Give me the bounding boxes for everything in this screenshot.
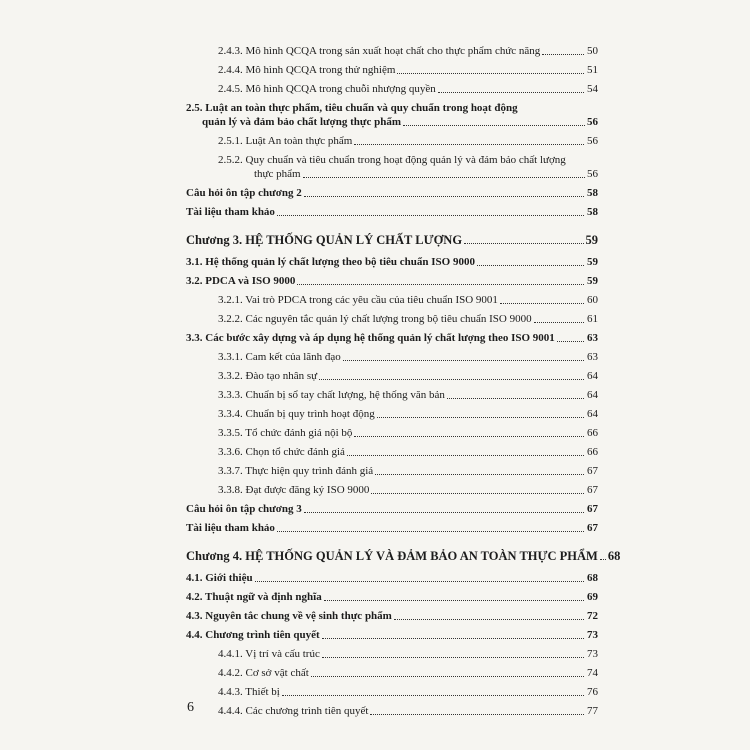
- toc-page-number: 58: [587, 187, 598, 199]
- chapter-title: Chương 3. HỆ THỐNG QUẢN LÝ CHẤT LƯỢNG: [186, 233, 463, 247]
- toc-entry-text: 3.2. PDCA và ISO 9000: [186, 275, 296, 287]
- toc-row-2-5-2: [186, 153, 598, 181]
- leader-dots: [297, 284, 584, 285]
- toc-entry-text: 2.4.3. Mô hình QCQA trong sản xuất hoạt chất cho thực phẩm chức năng: [218, 45, 541, 57]
- leader-dots: [447, 398, 584, 399]
- toc-page-number: 59: [587, 256, 598, 268]
- toc-section-2-5: [186, 101, 598, 129]
- toc-page-number: 67: [587, 484, 598, 496]
- toc-entry-text: 4.3. Nguyên tắc chung về vệ sinh thực phẩm: [186, 610, 392, 622]
- toc-page-number: 63: [587, 351, 598, 363]
- leader-dots: [370, 714, 584, 715]
- leader-dots: [322, 657, 584, 658]
- toc-page-number: 56: [587, 168, 598, 180]
- toc-row: [186, 609, 598, 623]
- chapter-4-entries: [186, 571, 598, 718]
- toc-page-number: 74: [587, 667, 598, 679]
- toc-entry-text: 4.4.2. Cơ sở vật chất: [218, 667, 309, 679]
- leader-dots: [324, 600, 584, 601]
- toc-page-number: 67: [587, 522, 598, 534]
- toc-page-number: 67: [587, 465, 598, 477]
- leader-dots: [377, 417, 584, 418]
- leader-dots: [403, 125, 585, 126]
- toc-page-number: 59: [585, 233, 598, 247]
- toc-page-number: 72: [587, 610, 598, 622]
- toc-page-number: 61: [587, 313, 598, 325]
- toc-page-number: 64: [587, 389, 598, 401]
- toc-row: [186, 331, 598, 345]
- chapter-3-entries: [186, 255, 598, 535]
- leader-dots: [500, 303, 584, 304]
- toc-row: [186, 647, 598, 661]
- toc-entry-text: 4.4. Chương trình tiên quyết: [186, 629, 320, 641]
- toc-row: [186, 312, 598, 326]
- leader-dots: [542, 54, 584, 55]
- toc-entry-text-continued: quản lý và đảm bảo chất lượng thực phẩm: [202, 116, 401, 128]
- leader-dots: [354, 436, 584, 437]
- toc-entry-text: Tài liệu tham khảo: [186, 522, 275, 534]
- toc-entry-text: 3.3.6. Chọn tổ chức đánh giá: [218, 446, 345, 458]
- toc-row: [186, 63, 598, 77]
- toc-entry-text: Tài liệu tham khảo: [186, 206, 275, 218]
- leader-dots: [394, 619, 584, 620]
- toc-row: [186, 628, 598, 642]
- toc-entry-text: 3.3.1. Cam kết của lãnh đạo: [218, 351, 341, 363]
- toc-row: [186, 255, 598, 269]
- toc-page-number: 54: [587, 83, 598, 95]
- toc-row: [186, 407, 598, 421]
- toc-page-number: 77: [587, 705, 598, 717]
- leader-dots: [319, 379, 584, 380]
- leader-dots: [255, 581, 584, 582]
- toc-row: [186, 388, 598, 402]
- toc-page-number: 67: [587, 503, 598, 515]
- toc-entry-text: 3.1. Hệ thống quản lý chất lượng theo bộ tiêu chuẩn ISO 9000: [186, 256, 475, 268]
- toc-entry-text: 3.3.5. Tổ chức đánh giá nội bộ: [218, 427, 353, 439]
- toc-entry-text: 4.4.1. Vị trí và cấu trúc: [218, 648, 320, 660]
- toc-page-number: 66: [587, 446, 598, 458]
- leader-dots: [311, 676, 584, 677]
- toc-entry-text: 3.3.3. Chuẩn bị sổ tay chất lượng, hệ thống văn bản: [218, 389, 445, 401]
- toc-row: [186, 82, 598, 96]
- toc-row: [186, 293, 598, 307]
- toc-page-number: 69: [587, 591, 598, 603]
- toc-page-number: 68: [607, 549, 621, 563]
- toc-page-number: 66: [587, 427, 598, 439]
- leader-dots: [371, 493, 584, 494]
- leader-dots: [343, 360, 584, 361]
- leader-dots: [600, 559, 606, 560]
- toc-page-number: 56: [587, 116, 598, 128]
- toc-page-number: 64: [587, 370, 598, 382]
- toc-entry-text: 3.3.8. Đạt được đăng ký ISO 9000: [218, 484, 370, 496]
- leader-dots: [282, 695, 584, 696]
- toc-entry-text: 3.2.1. Vai trò PDCA trong các yêu cầu của tiêu chuẩn ISO 9001: [218, 294, 498, 306]
- toc-row: [186, 502, 598, 516]
- toc-page-number: 59: [587, 275, 598, 287]
- toc-entry-text: 3.3.2. Đào tạo nhân sự: [218, 370, 318, 382]
- toc-row: [186, 666, 598, 680]
- toc-entry-text: 3.3.7. Thực hiện quy trình đánh giá: [218, 465, 374, 477]
- toc-entry-text: 3.2.2. Các nguyên tắc quản lý chất lượng trong bộ tiêu chuẩn ISO 9000: [218, 313, 532, 325]
- toc-entry-text: 3.3. Các bước xây dựng và áp dụng hệ thống quản lý chất lượng theo ISO 9001: [186, 332, 555, 344]
- leader-dots: [277, 215, 584, 216]
- toc-row: [186, 590, 598, 604]
- table-of-contents: [186, 44, 621, 723]
- toc-row: [186, 350, 598, 364]
- toc-row: [186, 44, 598, 58]
- toc-entry-text: 4.1. Giới thiệu: [186, 572, 253, 584]
- toc-row: [186, 134, 598, 148]
- leader-dots: [354, 144, 584, 145]
- chapter-title: Chương 4. HỆ THỐNG QUẢN LÝ VÀ ĐẢM BẢO AN TOÀN THỰC PHẨM: [186, 549, 598, 563]
- toc-entry-text: 2.5. Luật an toàn thực phẩm, tiêu chuẩn và quy chuẩn trong hoạt động: [186, 102, 518, 114]
- toc-entry-text: 2.5.1. Luật An toàn thực phẩm: [218, 135, 353, 147]
- toc-page-number: 64: [587, 408, 598, 420]
- toc-entry-text: 2.4.5. Mô hình QCQA trong chuỗi nhượng quyền: [218, 83, 436, 95]
- toc-row: [186, 464, 598, 478]
- leader-dots: [375, 474, 584, 475]
- toc-row: [186, 369, 598, 383]
- leader-dots: [322, 638, 584, 639]
- leader-dots: [277, 531, 584, 532]
- toc-page-number: 58: [587, 206, 598, 218]
- toc-row: [186, 483, 598, 497]
- leader-dots: [534, 322, 584, 323]
- toc-row: [186, 274, 598, 288]
- leader-dots: [347, 455, 584, 456]
- toc-page-number: 73: [587, 629, 598, 641]
- leader-dots: [438, 92, 584, 93]
- leader-dots: [464, 243, 583, 244]
- leader-dots: [557, 341, 584, 342]
- toc-row: [186, 186, 598, 200]
- toc-entry-text: 3.3.4. Chuẩn bị quy trình hoạt động: [218, 408, 375, 420]
- toc-row: [186, 445, 598, 459]
- toc-row: [186, 704, 598, 718]
- toc-entry-text: 4.2. Thuật ngữ và định nghĩa: [186, 591, 322, 603]
- toc-entry-text: Câu hỏi ôn tập chương 2: [186, 187, 302, 199]
- toc-page-number: 73: [587, 648, 598, 660]
- toc-page-number: 51: [587, 64, 598, 76]
- toc-page-number: 63: [587, 332, 598, 344]
- toc-entry-text: Câu hỏi ôn tập chương 3: [186, 503, 302, 515]
- page-number: 6: [187, 700, 194, 715]
- toc-row: [186, 426, 598, 440]
- leader-dots: [303, 177, 585, 178]
- toc-entry-text: 2.4.4. Mô hình QCQA trong thử nghiệm: [218, 64, 396, 76]
- toc-entry-text: 4.4.4. Các chương trình tiên quyết: [218, 705, 369, 717]
- toc-row: [186, 521, 598, 535]
- toc-chapter-heading: [186, 233, 598, 247]
- toc-row: [186, 205, 598, 219]
- toc-chapter-heading: [186, 549, 621, 563]
- toc-row: [186, 685, 598, 699]
- leader-dots: [304, 196, 584, 197]
- leader-dots: [397, 73, 584, 74]
- toc-row: [186, 571, 598, 585]
- toc-page-number: 68: [587, 572, 598, 584]
- toc-page-number: 50: [587, 45, 598, 57]
- leader-dots: [477, 265, 584, 266]
- toc-page-number: 60: [587, 294, 598, 306]
- toc-page-number: 56: [587, 135, 598, 147]
- toc-entry-text-continued: thực phẩm: [254, 168, 301, 180]
- toc-page-number: 76: [587, 686, 598, 698]
- toc-entry-text: 2.5.2. Quy chuẩn và tiêu chuẩn trong hoạt động quản lý và đảm bảo chất lượng: [218, 154, 566, 166]
- toc-entry-text: 4.4.3. Thiết bị: [218, 686, 280, 698]
- leader-dots: [304, 512, 584, 513]
